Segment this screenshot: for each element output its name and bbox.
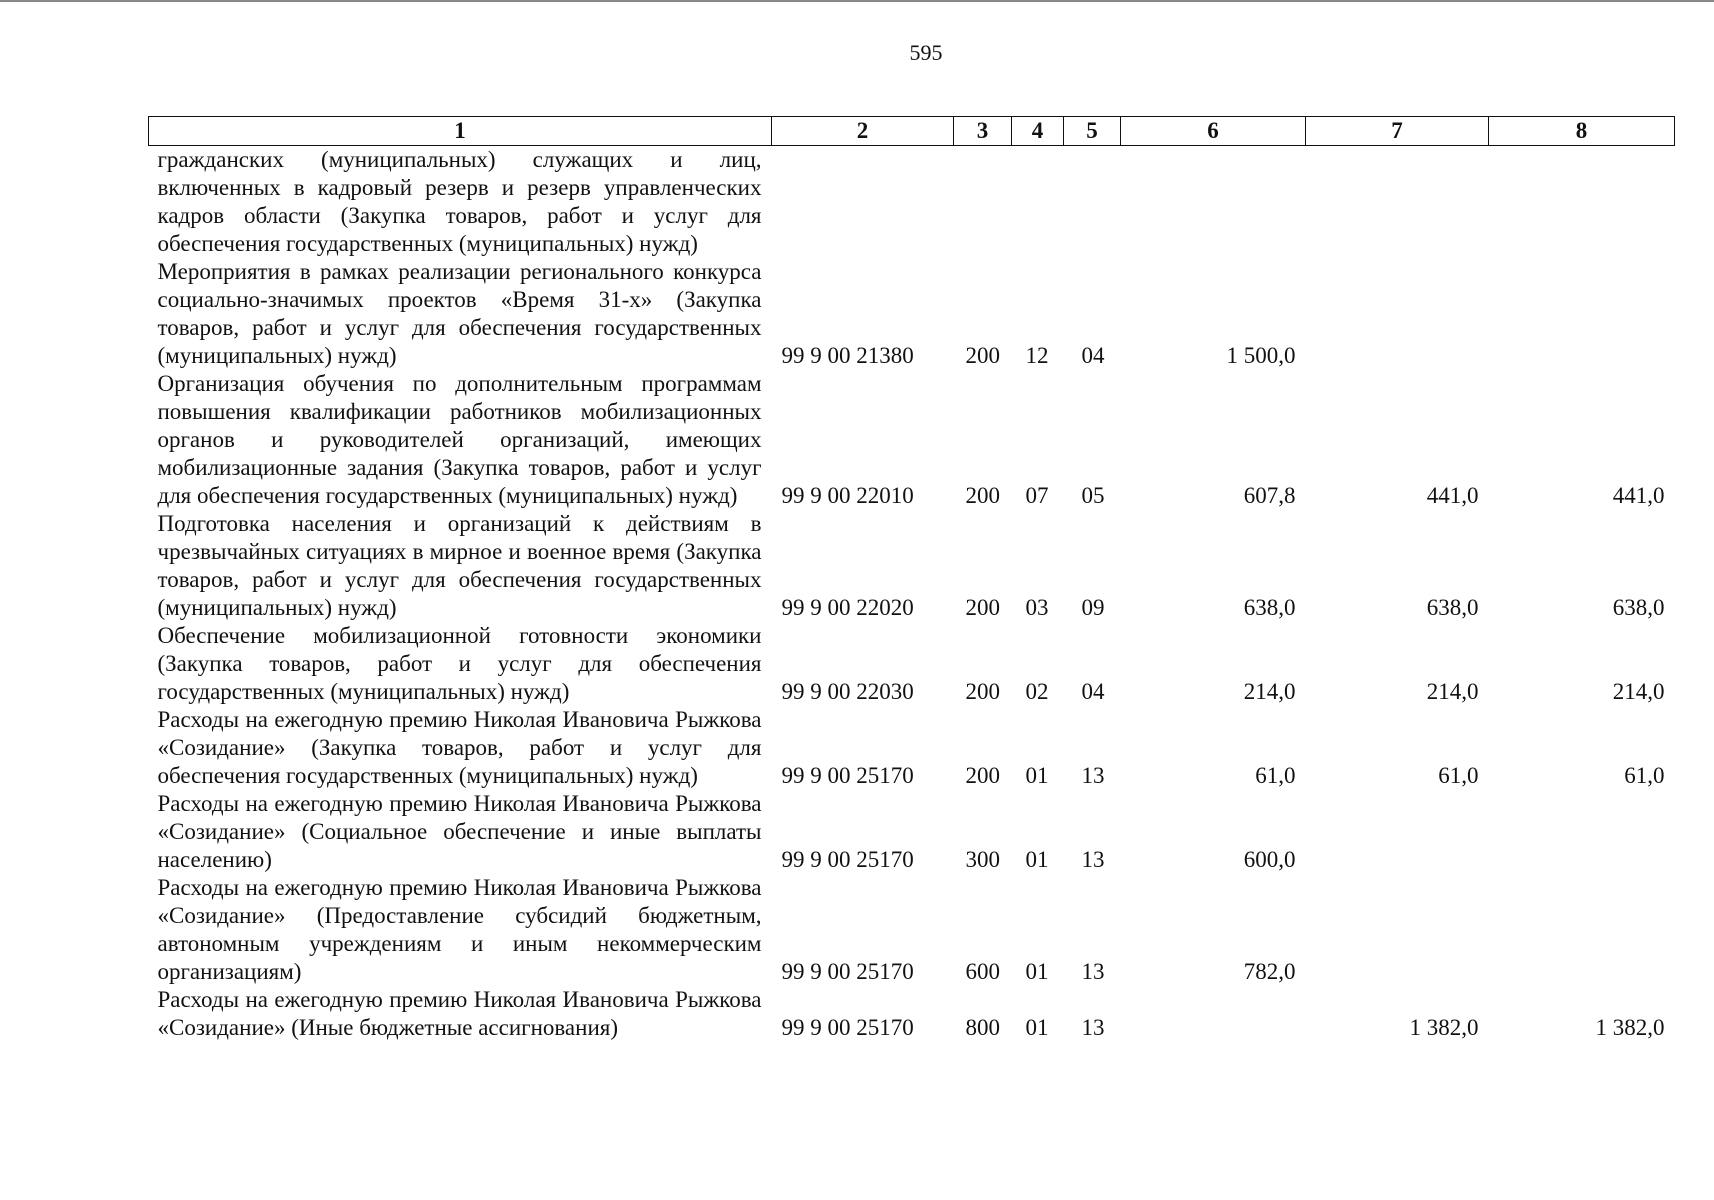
amount-col6 (1121, 986, 1306, 1042)
expense-description: Организация обучения по дополнительным программам повышения квалификации работников мобилизационных органов и руководителей организаций, имеющих мобилизационные задания (Закупка товаров, работ и услуг для обеспечения государственных (муниципальных) нужд) (157, 371, 762, 508)
amount-col7: 61,0 (1438, 763, 1479, 788)
target-article-code: 99 9 00 22020 (781, 595, 914, 620)
expense-type-code: 200 (965, 343, 1000, 368)
table-row (149, 874, 1675, 986)
amount-col8: 214,0 (1612, 679, 1665, 704)
amount-col6 (1121, 146, 1306, 259)
column-header: 7 (1306, 117, 1489, 146)
table-row (149, 146, 1675, 259)
amount-col8 (1489, 258, 1675, 370)
page-number: 595 (909, 40, 943, 65)
subsection-code: 13 (1081, 1015, 1105, 1040)
expense-type-code: 200 (965, 679, 1000, 704)
amount-col8: 441,0 (1612, 483, 1665, 508)
target-article-code: 99 9 00 25170 (781, 959, 914, 984)
subsection-code: 13 (1081, 763, 1105, 788)
subsection-code: 13 (1081, 847, 1105, 872)
expense-description: Подготовка населения и организаций к действиям в чрезвычайных ситуациях в мирное и военное время (Закупка товаров, работ и услуг для обеспечения государственных (муниципальных) нужд) (157, 511, 762, 620)
table-row (149, 258, 1675, 370)
expense-description: Расходы на ежегодную премию Николая Ивановича Рыжкова «Созидание» (Закупка товаров, работ и услуг для обеспечения государственных (муниципальных) нужд) (157, 707, 762, 788)
section-code: 01 (1025, 763, 1049, 788)
amount-col8: 61,0 (1624, 763, 1665, 788)
target-article-code: 99 9 00 25170 (781, 763, 914, 788)
subsection-code: 04 (1081, 679, 1105, 704)
table-row (149, 622, 1675, 706)
amount-col7: 638,0 (1426, 595, 1479, 620)
expense-description: Расходы на ежегодную премию Николая Ивановича Рыжкова «Созидание» (Социальное обеспечение и иные выплаты населению) (157, 791, 762, 872)
section-code: 01 (1025, 1015, 1049, 1040)
expense-description: гражданских (муниципальных) служащих и лиц, включенных в кадровый резерв и резерв управленческих кадров области (Закупка товаров, работ и услуг для обеспечения государственных (муниципальных) нужд) (157, 147, 762, 256)
expense-description: Мероприятия в рамках реализации регионального конкурса социально-значимых проектов «Время 31-х» (Закупка товаров, работ и услуг для обеспечения государственных (муниципальных) нужд) (157, 259, 762, 368)
target-article-code: 99 9 00 21380 (781, 343, 914, 368)
amount-col7 (1306, 146, 1489, 259)
amount-col8 (1489, 790, 1675, 874)
amount-col7 (1306, 790, 1489, 874)
amount-col8: 638,0 (1612, 595, 1665, 620)
column-header: 5 (1064, 117, 1121, 146)
budget-table (148, 116, 1675, 1042)
amount-col6: 1 500,0 (1226, 343, 1296, 368)
amount-col7: 1 382,0 (1409, 1015, 1479, 1040)
amount-col7 (1306, 258, 1489, 370)
target-article-code: 99 9 00 25170 (781, 1015, 914, 1040)
section-code: 02 (1025, 679, 1049, 704)
subsection-code: 05 (1081, 483, 1105, 508)
amount-col6: 782,0 (1243, 959, 1296, 984)
section-code: 07 (1025, 483, 1049, 508)
table-row (149, 510, 1675, 622)
section-code: 12 (1025, 343, 1049, 368)
target-article-code: 99 9 00 22030 (781, 679, 914, 704)
section-code (1012, 146, 1064, 259)
amount-col6: 607,8 (1243, 483, 1296, 508)
column-header: 8 (1489, 117, 1675, 146)
amount-col8: 1 382,0 (1595, 1015, 1665, 1040)
amount-col6: 214,0 (1243, 679, 1296, 704)
section-code: 01 (1025, 959, 1049, 984)
column-header: 2 (772, 117, 954, 146)
target-article-code (772, 146, 954, 259)
expense-type-code: 200 (965, 595, 1000, 620)
subsection-code (1064, 146, 1121, 259)
amount-col8 (1489, 146, 1675, 259)
expense-type-code: 200 (965, 483, 1000, 508)
column-header: 4 (1012, 117, 1064, 146)
table-row (149, 986, 1675, 1042)
amount-col7: 214,0 (1426, 679, 1479, 704)
expense-description: Расходы на ежегодную премию Николая Ивановича Рыжкова «Созидание» (Иные бюджетные ассигнования) (157, 987, 762, 1040)
amount-col7 (1306, 874, 1489, 986)
table-row (149, 370, 1675, 510)
expense-description: Обеспечение мобилизационной готовности экономики (Закупка товаров, работ и услуг для обеспечения государственных (муниципальных) нужд) (157, 623, 762, 704)
section-code: 01 (1025, 847, 1049, 872)
table-header-row (149, 117, 1675, 146)
scan-top-edge (0, 0, 1714, 2)
target-article-code: 99 9 00 22010 (781, 483, 914, 508)
section-code: 03 (1025, 595, 1049, 620)
column-header: 3 (954, 117, 1012, 146)
subsection-code: 13 (1081, 959, 1105, 984)
column-header: 1 (149, 117, 772, 146)
expense-type-code: 600 (965, 959, 1000, 984)
amount-col6: 600,0 (1243, 847, 1296, 872)
subsection-code: 09 (1081, 595, 1105, 620)
target-article-code: 99 9 00 25170 (781, 847, 914, 872)
table-row (149, 790, 1675, 874)
expense-type-code (954, 146, 1012, 259)
amount-col6: 638,0 (1243, 595, 1296, 620)
expense-type-code: 300 (965, 847, 1000, 872)
expense-type-code: 200 (965, 763, 1000, 788)
amount-col7: 441,0 (1426, 483, 1479, 508)
expense-description: Расходы на ежегодную премию Николая Ивановича Рыжкова «Созидание» (Предоставление субсидий бюджетным, автономным учреждениям и иным некоммерческим организациям) (157, 875, 762, 984)
expense-type-code: 800 (965, 1015, 1000, 1040)
amount-col6: 61,0 (1255, 763, 1296, 788)
amount-col8 (1489, 874, 1675, 986)
table-row (149, 706, 1675, 790)
subsection-code: 04 (1081, 343, 1105, 368)
column-header: 6 (1121, 117, 1306, 146)
